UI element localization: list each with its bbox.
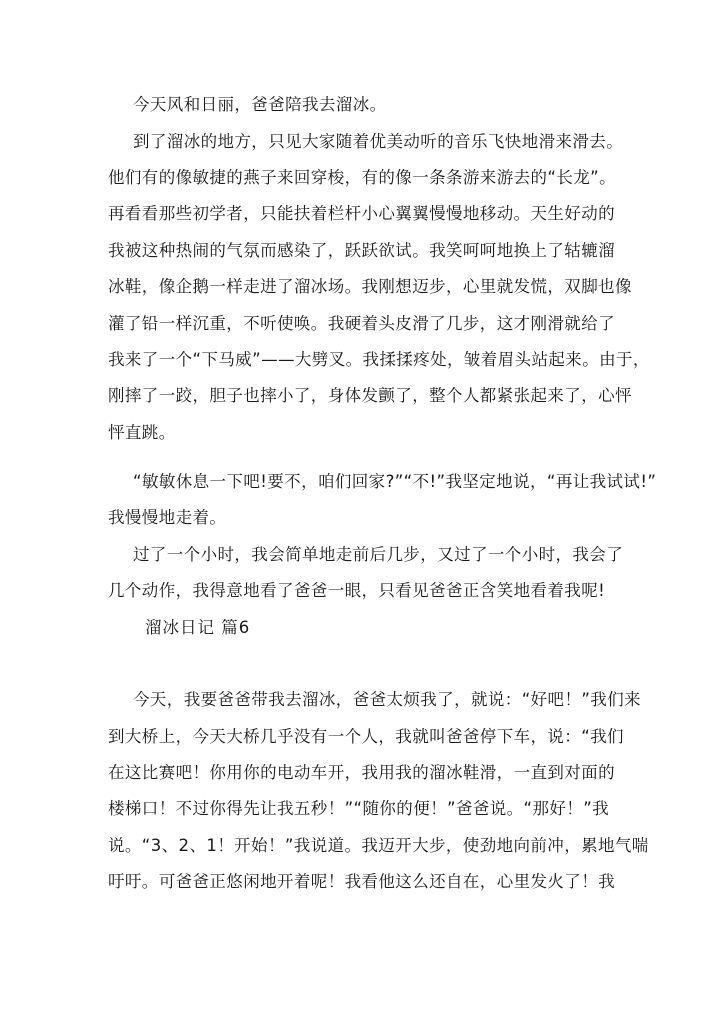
text-line: 过了一个小时，我会简单地走前后几步，又过了一个小时，我会了: [133, 545, 624, 564]
text-line: 刚摔了一跤，胆子也摔小了，身体发颤了，整个人都紧张起来了，心怦: [108, 386, 632, 405]
text-line: 他们有的像敏捷的燕子来回穿梭，有的像一条条游来游去的“长龙”。: [108, 168, 616, 187]
text-line: 我慢慢地走着。: [108, 508, 227, 527]
section-heading: 溜冰日记 篇6: [145, 618, 251, 637]
text-line: 灌了铅一样沉重，不听使唤。我硬着头皮滑了几步，这才刚滑就给了: [108, 314, 615, 333]
text-line: 到了溜冰的地方，只见大家随着优美动听的音乐飞快地滑来滑去。: [133, 132, 624, 151]
text-line: 今天风和日丽，爸爸陪我去溜冰。: [133, 95, 387, 114]
text-line: 冰鞋，像企鹅一样走进了溜冰场。我刚想迈步，心里就发慌，双脚也像: [108, 277, 632, 296]
text-line: 在这比赛吧！你用你的电动车开，我用我的溜冰鞋滑，一直到对面的: [108, 763, 615, 782]
text-line: 说。“3、2、1！开始！”我说道。我迈开大步，使劲地向前冲，累地气喘: [108, 836, 649, 855]
text-line: 怦直跳。: [108, 423, 176, 442]
text-line: 我来了一个“下马威”——大劈叉。我揉揉疼处，皱着眉头站起来。由于，: [108, 350, 650, 369]
text-line: 吁吁。可爸爸正悠闲地开着呢！我看他这么还自在，心里发火了！我: [108, 872, 615, 891]
text-line: 到大桥上，今天大桥几乎没有一个人，我就叫爸爸停下车，说：“我们: [108, 727, 624, 746]
text-line: 楼梯口！不过你得先让我五秒！”“随你的便！”爸爸说。“那好！”我: [108, 799, 610, 818]
text-line: 我被这种热闹的气氛而感染了，跃跃欲试。我笑呵呵地换上了轱辘溜: [108, 241, 615, 260]
text-line: 再看看那些初学者，只能扶着栏杆小心翼翼慢慢地移动。天生好动的: [108, 204, 615, 223]
text-line: 今天，我要爸爸带我去溜冰，爸爸太烦我了，就说：“好吧！”我们来: [133, 690, 641, 709]
text-line: “敏敏休息一下吧!要不，咱们回家?”“不!”我坚定地说，“再让我试试!”: [133, 472, 657, 491]
text-line: 几个动作，我得意地看了爸爸一眼，只看见爸爸正含笑地看着我呢!: [108, 581, 606, 600]
